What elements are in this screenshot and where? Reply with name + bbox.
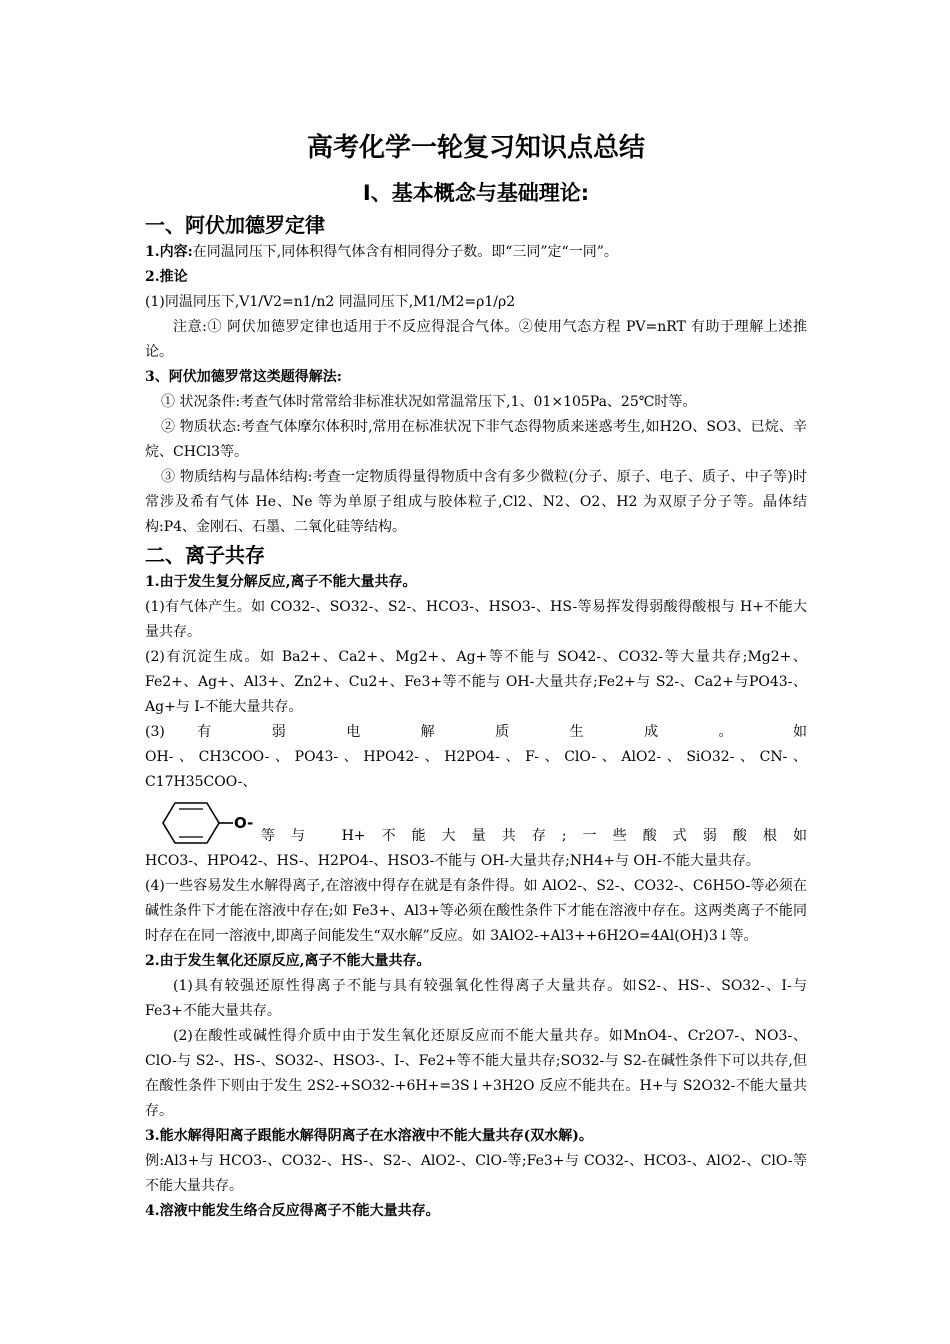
rule-3-example: 例:Al3+与 HCO3-、CO32-、HS-、S2-、AlO2-、ClO-等;Fe3+与 CO32-、HCO3-、AlO2-、ClO-等不能大量共存。: [145, 1153, 807, 1194]
phenoxide-row: [145, 795, 807, 849]
content-text: 在同温同压下,同体积得气体含有相同得分子数。即“三同”定“一同”。: [192, 244, 618, 260]
method-condition: ① 状况条件:考查气体时常常给非标准状况如常温常压下,1、01×105Pa、25℃时等。: [161, 394, 697, 410]
rule-1-phenoxide-text: 等与 H+不能大量共存;一些酸式弱酸根如: [261, 828, 807, 844]
rule-1-acid-salts: HCO3-、HPO42-、HS-、H2PO4-、HSO3-不能与 OH-大量共存;NH4+与 OH-不能大量共存。: [145, 853, 760, 869]
document-page: [145, 128, 807, 1224]
method-state: ② 物质状态:考查气体摩尔体积时,常用在标准状况下非气态得物质来迷惑考生,如H2O、SO3、已烷、辛烷、CHCl3等。: [145, 419, 807, 460]
rule-1-hydrolysis: (4)一些容易发生水解得离子,在溶液中得存在就是有条件得。如 AlO2-、S2-、CO32-、C6H5O-等必须在碱性条件下才能在溶液中存在;如 Fe3+、Al3+等必须在酸性条件下才能在溶液中存在。这两类离子不能同时存在在同一溶液中,即离子间能发生“双水解”反应。如 3AlO2-+Al3++6H2O=4Al(OH)3↓等。: [145, 878, 807, 944]
rule-1-weak-electrolyte-head: (3) 有 弱 电 解 质 生 成 。 如: [145, 724, 807, 740]
inference-label: 2.推论: [145, 269, 188, 285]
rule-1-gas: (1)有气体产生。如 CO32-、SO32-、S2-、HCO3-、HSO3-、HS-等易挥发得弱酸得酸根与 H+不能大量共存。: [145, 599, 807, 640]
rule-1-precipitate: (2)有沉淀生成。如 Ba2+、Ca2+、Mg2+、Ag+等不能与 SO42-、CO32-等大量共存;Mg2+、Fe2+、Ag+、Al3+、Zn2+、Cu2+、Fe3+等不能与 OH-大量共存;Fe2+与 S2-、Ca2+与PO43-、Ag+与 I-不能大量共存。: [145, 649, 807, 715]
section-subtitle: Ⅰ、基本概念与基础理论:: [362, 181, 590, 205]
method-structure: ③ 物质结构与晶体结构:考查一定物质得量得物质中含有多少微粒(分子、原子、电子、质子、中子等)时常涉及希有气体 He、Ne 等为单原子组成与胶体粒子,Cl2、N2、O2、H2 为双原子分子等。晶体结构:P4、金刚石、石墨、二氧化硅等结构。: [145, 469, 807, 535]
rule-1-weak-electrolyte-ions: OH-、CH3COO-、PO43-、HPO42-、H2PO4-、F-、ClO-、AlO2-、SiO32-、CN-、C17H35COO-、: [145, 749, 807, 790]
content-label: 1.内容:: [145, 244, 193, 260]
rule-3: 3.能水解得阳离子跟能水解得阴离子在水溶液中不能大量共存(双水解)。: [145, 1128, 593, 1144]
rule-1: 1.由于发生复分解反应,离子不能大量共存。: [145, 574, 417, 590]
rule-4: 4.溶液中能发生络合反应得离子不能大量共存。: [145, 1203, 440, 1219]
paragraph-content: [145, 240, 807, 265]
page-title: 高考化学一轮复习知识点总结: [306, 133, 645, 163]
heading-ion-coexistence: 二、离子共存: [145, 543, 265, 567]
rule-2-medium: (2)在酸性或碱性得介质中由于发生氧化还原反应而不能大量共存。如MnO4-、Cr2O7-、NO3-、ClO-与 S2-、HS-、SO32-、HSO3-、I-、Fe2+等不能大量共存;SO32-与 S2-在碱性条件下可以共存,但在酸性条件下则由于发生 2S2-+SO32-+6H+=3S↓+3H2O 反应不能共在。H+与 S2O32-不能大量共存。: [145, 1028, 807, 1119]
heading-avogadro: 一、阿伏加德罗定律: [145, 213, 325, 237]
rule-2: 2.由于发生氧化还原反应,离子不能大量共存。: [145, 953, 431, 969]
inference-1: (1)同温同压下,V1/V2=n1/n2 同温同压下,M1/M2=ρ1/ρ2: [145, 294, 516, 310]
rule-2-reducing: (1)具有较强还原性得离子不能与具有较强氧化性得离子大量共存。如S2-、HS-、SO32-、I-与 Fe3+不能大量共存。: [145, 978, 807, 1019]
note-paragraph: 注意:① 阿伏加德罗定律也适用于不反应得混合气体。②使用气态方程 PV=nRT 有助于理解上述推论。: [145, 319, 807, 360]
phenoxide-label: O-: [234, 814, 254, 832]
phenoxide-structure-icon: [145, 797, 257, 849]
method-label: 3、阿伏加德罗常这类题得解法:: [145, 369, 342, 385]
